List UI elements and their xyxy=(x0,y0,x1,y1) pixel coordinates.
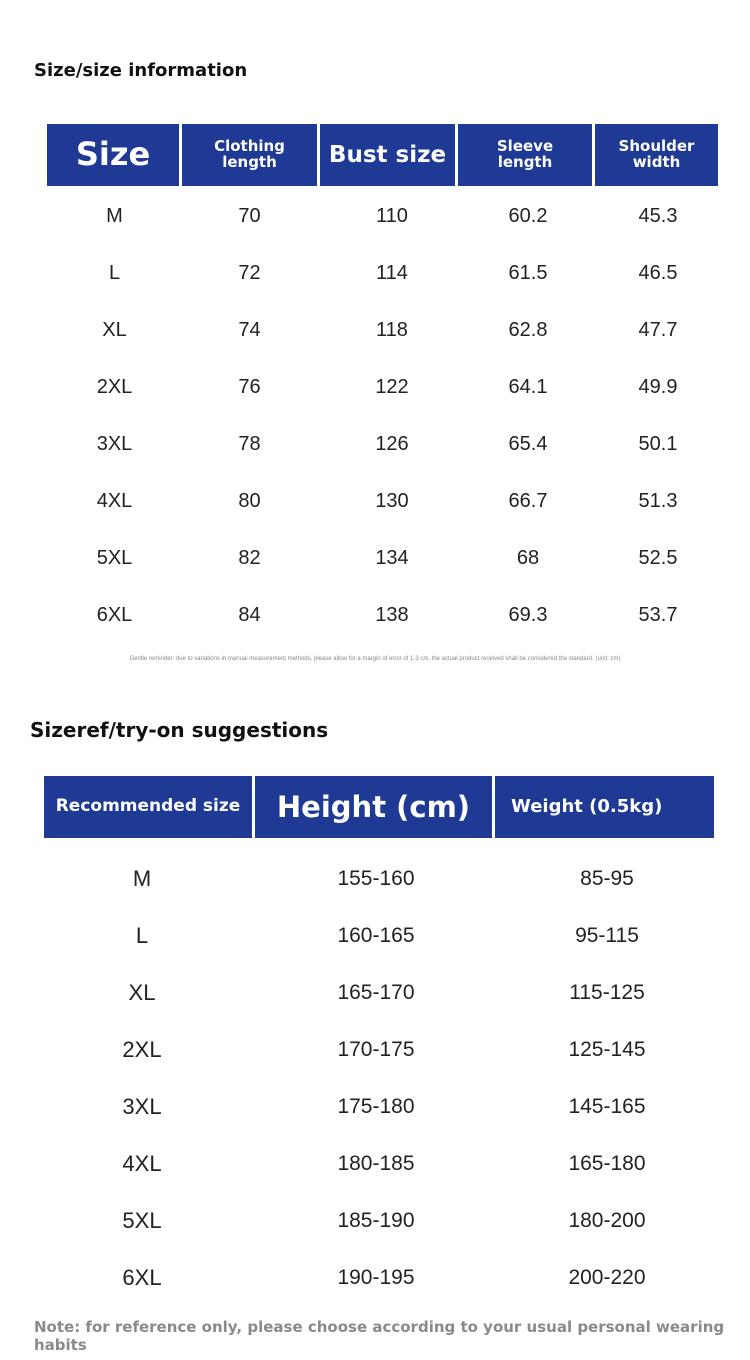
table-cell: 69.3 xyxy=(508,604,548,626)
table-cell: 118 xyxy=(376,319,408,341)
table-cell: 170-175 xyxy=(337,1037,415,1061)
try-on-title: Sizeref/try-on suggestions xyxy=(30,718,329,742)
table-cell: 160-165 xyxy=(337,923,415,947)
table-cell: 5XL xyxy=(96,547,133,569)
table-row xyxy=(47,530,727,587)
table-cell: 95-115 xyxy=(575,923,639,947)
table-cell: L xyxy=(108,262,121,284)
table-cell: 51.3 xyxy=(638,490,678,512)
table-row xyxy=(44,1249,702,1306)
table-cell: 82 xyxy=(238,547,261,569)
size-info-title: Size/size information xyxy=(34,60,248,81)
table-cell: 185-190 xyxy=(337,1208,415,1232)
table-cell: 47.7 xyxy=(638,319,678,341)
table-cell: 74 xyxy=(238,319,261,341)
table-cell: XL xyxy=(128,979,156,1005)
table-row xyxy=(44,1192,702,1249)
table-cell: 65.4 xyxy=(508,433,548,455)
table-cell: 190-195 xyxy=(337,1265,415,1289)
table-cell: 52.5 xyxy=(638,547,678,569)
reference-note: Note: for reference only, please choose according to your usual personal wearing habits xyxy=(34,1318,725,1354)
table-row xyxy=(47,188,727,245)
table-cell: 66.7 xyxy=(508,490,548,512)
table-cell: 180-200 xyxy=(568,1208,646,1232)
table-cell: 2XL xyxy=(96,376,133,398)
table-row xyxy=(47,245,727,302)
table-cell: 200-220 xyxy=(568,1265,646,1289)
table-cell: 46.5 xyxy=(638,262,678,284)
table-cell: 6XL xyxy=(96,604,133,626)
table-cell: 110 xyxy=(376,205,408,227)
table-row xyxy=(47,359,727,416)
table-cell: 76 xyxy=(238,376,261,398)
table-cell: 165-170 xyxy=(337,980,415,1004)
table-cell: M xyxy=(132,865,152,891)
table-cell: 138 xyxy=(375,604,409,626)
table-cell: 80 xyxy=(238,490,261,512)
table-cell: 45.3 xyxy=(638,205,678,227)
header-clothing-length: Clothing length xyxy=(182,124,317,186)
table-cell: 165-180 xyxy=(568,1151,646,1175)
table-cell: 175-180 xyxy=(337,1094,415,1118)
size-table-header xyxy=(47,124,718,186)
table-row xyxy=(44,1021,702,1078)
table-cell: 78 xyxy=(238,433,261,455)
table-cell: 115-125 xyxy=(569,980,645,1004)
table-cell: M xyxy=(106,205,123,227)
table-cell: 72 xyxy=(238,262,261,284)
table-cell: XL xyxy=(102,319,127,341)
table-cell: 61.5 xyxy=(508,262,548,284)
table-cell: 134 xyxy=(375,547,409,569)
table-cell: 130 xyxy=(375,490,409,512)
table-cell: 6XL xyxy=(122,1264,162,1290)
table-cell: 64.1 xyxy=(508,376,548,398)
table-cell: 85-95 xyxy=(580,866,634,890)
table-row xyxy=(44,907,702,964)
table-row xyxy=(44,1078,702,1135)
header-bust-size: Bust size xyxy=(320,124,455,186)
table-cell: 3XL xyxy=(122,1093,162,1119)
table-cell: 62.8 xyxy=(508,319,548,341)
table-cell: 5XL xyxy=(122,1207,162,1233)
table-cell: 2XL xyxy=(122,1036,162,1062)
table-cell: 84 xyxy=(238,604,261,626)
table-row xyxy=(44,1135,702,1192)
header-weight: Weight (0.5kg) xyxy=(495,776,714,838)
header-size: Size xyxy=(47,124,179,186)
table-cell: 60.2 xyxy=(508,205,548,227)
table-cell: 145-165 xyxy=(568,1094,646,1118)
table-row xyxy=(47,416,727,473)
table-cell: 4XL xyxy=(122,1150,162,1176)
table-row xyxy=(44,850,702,907)
header-height: Height (cm) xyxy=(255,776,492,838)
table-cell: 50.1 xyxy=(638,433,678,455)
table-cell: 49.9 xyxy=(638,376,678,398)
table-cell: 4XL xyxy=(96,490,133,512)
suggestion-table-header xyxy=(44,776,714,838)
size-table-body xyxy=(47,188,727,644)
table-cell: L xyxy=(135,922,149,948)
table-cell: 126 xyxy=(375,433,409,455)
measurement-reminder: Gentle reminder: due to variations in manual measurement methods, please allow for a margin of error of 1-3 cm. the actual product received shall be considered the standard. (unit: cm) xyxy=(129,656,621,662)
header-shoulder-width: Shoulder width xyxy=(595,124,718,186)
header-sleeve-length: Sleeve length xyxy=(458,124,592,186)
table-cell: 68 xyxy=(516,547,540,569)
table-cell: 114 xyxy=(376,262,408,284)
table-cell: 155-160 xyxy=(337,866,415,890)
table-cell: 125-145 xyxy=(568,1037,646,1061)
header-recommended-size: Recommended size xyxy=(44,776,252,838)
table-cell: 3XL xyxy=(96,433,133,455)
table-cell: 122 xyxy=(375,376,409,398)
table-row xyxy=(47,587,727,644)
table-row xyxy=(44,964,702,1021)
table-row xyxy=(47,302,727,359)
table-row xyxy=(47,473,727,530)
suggestion-table-body xyxy=(44,850,702,1306)
table-cell: 180-185 xyxy=(337,1151,415,1175)
table-cell: 53.7 xyxy=(638,604,678,626)
table-cell: 70 xyxy=(238,205,261,227)
